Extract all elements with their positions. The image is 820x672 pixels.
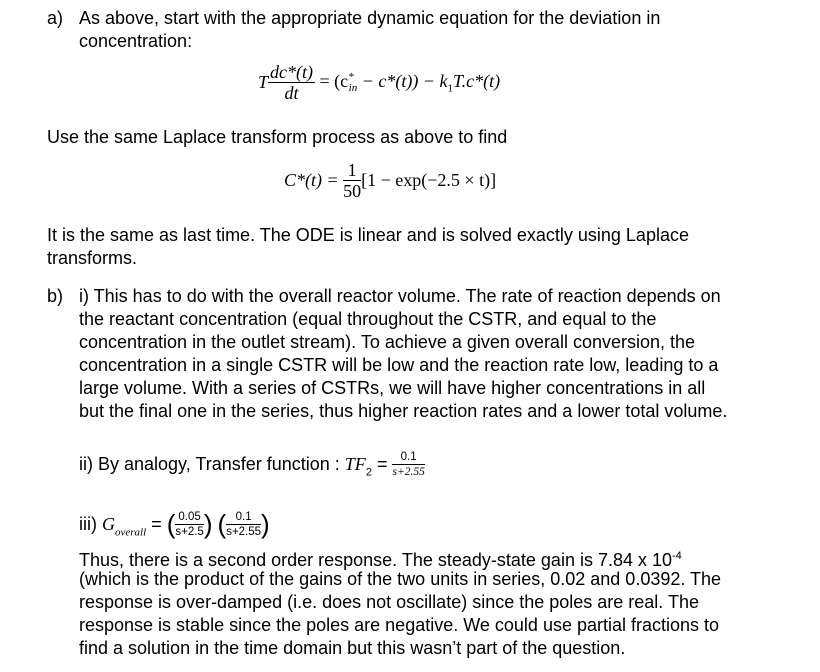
eq1-denominator: dt [284, 83, 299, 103]
part-b-iii: iii) $G_{overall}$ = ( $\frac{0.05}{s+2.5}$ ) ( $\frac{0.1}{s+2.55}$ ) [79, 509, 270, 539]
part-b-i-line2: the reactant concentration (equal throughout the CSTR, and equal to the [79, 309, 657, 329]
g2-numerator: 0.1 [226, 510, 261, 525]
part-b-ii: ii) By analogy, Transfer function : $TF_2$ = $\frac{0.1}{s+2.55}$ [79, 451, 425, 479]
equation-dynamic: T $\frac{dc*(t)}{dt}$ = $(c^*_{in} - c*(t)) - k_1T.c*(t)$ [258, 62, 501, 103]
part-b-label: b) [47, 286, 64, 306]
eq2-numerator: 1 [343, 160, 361, 181]
g2-denominator: s+2.55 [226, 526, 262, 538]
part-b-i-line5: large volume. With a series of CSTRs, we will have higher concentrations in all [79, 378, 706, 398]
laplace-text: Use the same Laplace transform process as above to find [47, 127, 508, 147]
result-line2: transforms. [47, 248, 138, 268]
eq2-denominator: 50 [343, 181, 362, 201]
part-a-intro-line2: concentration: [79, 31, 193, 51]
equation-solution: C*(t) = $\frac{1}{50}$ [1 − exp(−2.5 × t)] [284, 160, 497, 201]
result-line1: It is the same as last time. The ODE is linear and is solved exactly using Laplace [47, 225, 689, 245]
part-b-i-line6: but the final one in the series, thus higher reaction rates and a lower total volume. [79, 401, 728, 421]
conclusion-line5: find a solution in the time domain but this wasn’t part of the question. [79, 638, 626, 658]
part-a-label: a) [47, 8, 64, 28]
eq1-numerator: dc*(t) [270, 62, 313, 82]
conclusion-line3: response is over-damped (i.e. does not oscillate) since the poles are real. The [79, 592, 699, 612]
conclusion-line2: (which is the product of the gains of the two units in series, 0.02 and 0.0392. The [79, 569, 722, 589]
conclusion-line4: response is stable since the poles are negative. We could use partial fractions to [79, 615, 720, 635]
g1-numerator: 0.05 [175, 510, 203, 525]
conclusion-line1: Thus, there is a second order response. The steady-state gain is 7.84 x $10^{-4}$ [79, 550, 682, 570]
g1-denominator: s+2.5 [175, 526, 204, 538]
tf2-numerator: 0.1 [392, 450, 424, 465]
part-b-i-line4: concentration in a single CSTR will be low and the reaction rate low, leading to a [79, 355, 719, 375]
part-a-intro-line1: As above, start with the appropriate dynamic equation for the deviation in [79, 8, 661, 28]
part-b-i-line3: concentration in the outlet stream). To achieve a given overall conversion, the [79, 332, 696, 352]
part-b-i-line1: i) This has to do with the overall reactor volume. The rate of reaction depends on [79, 286, 721, 306]
gain-exponent: -4 [672, 550, 682, 562]
tf2-denominator: s+2.55 [392, 466, 425, 478]
